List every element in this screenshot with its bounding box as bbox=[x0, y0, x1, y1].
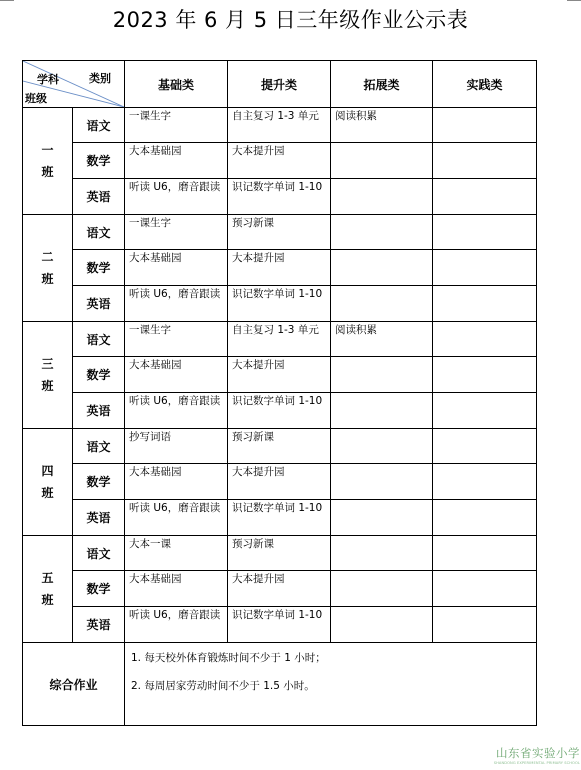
cell-practice bbox=[433, 108, 537, 143]
cell-practice bbox=[433, 393, 537, 429]
subject-cell: 数学 bbox=[73, 571, 125, 607]
cell-basic: 大本基础园 bbox=[125, 143, 228, 179]
cell-advanced: 大本提升园 bbox=[228, 250, 331, 286]
subject-cell: 数学 bbox=[73, 250, 125, 286]
table-row bbox=[23, 250, 537, 286]
corner-label-subject: 学科 bbox=[37, 73, 59, 86]
cell-basic: 大本基础园 bbox=[125, 464, 228, 500]
cell-extended bbox=[331, 607, 433, 643]
page-title: 2023 年 6 月 5 日三年级作业公示表 bbox=[112, 8, 469, 32]
cell-advanced: 大本提升园 bbox=[228, 357, 331, 393]
homework-table bbox=[22, 60, 537, 726]
subject-cell: 英语 bbox=[73, 607, 125, 643]
column-header-extended: 拓展类 bbox=[331, 61, 433, 108]
cell-basic: 大本基础园 bbox=[125, 250, 228, 286]
class-name-cell: 五 班 bbox=[23, 536, 73, 643]
cell-extended: 阅读积累 bbox=[331, 108, 433, 143]
cell-basic: 听读 U6，磨音跟读 bbox=[125, 607, 228, 643]
subject-cell: 语文 bbox=[73, 429, 125, 464]
cell-practice bbox=[433, 322, 537, 357]
cell-extended bbox=[331, 429, 433, 464]
cell-advanced: 大本提升园 bbox=[228, 464, 331, 500]
subject-cell: 语文 bbox=[73, 536, 125, 571]
cell-extended: 阅读积累 bbox=[331, 322, 433, 357]
cell-extended bbox=[331, 215, 433, 250]
table-row bbox=[23, 322, 537, 357]
cell-basic: 抄写词语 bbox=[125, 429, 228, 464]
cell-practice bbox=[433, 607, 537, 643]
subject-cell: 语文 bbox=[73, 215, 125, 250]
corner-label-category: 类别 bbox=[89, 72, 111, 85]
cell-advanced: 识记数字单词 1-10 bbox=[228, 607, 331, 643]
cell-practice bbox=[433, 571, 537, 607]
cell-basic: 听读 U6，磨音跟读 bbox=[125, 393, 228, 429]
table-row bbox=[23, 393, 537, 429]
cell-practice bbox=[433, 464, 537, 500]
school-logo-english: SHANDONG EXPERIMENTAL PRIMARY SCHOOL bbox=[493, 761, 580, 765]
subject-cell: 数学 bbox=[73, 357, 125, 393]
cell-advanced: 大本提升园 bbox=[228, 571, 331, 607]
column-header-advanced: 提升类 bbox=[228, 61, 331, 108]
subject-cell: 英语 bbox=[73, 393, 125, 429]
table-row bbox=[23, 108, 537, 143]
cell-extended bbox=[331, 500, 433, 536]
cell-extended bbox=[331, 571, 433, 607]
cell-advanced: 识记数字单词 1-10 bbox=[228, 286, 331, 322]
cell-extended bbox=[331, 179, 433, 215]
cell-advanced: 大本提升园 bbox=[228, 143, 331, 179]
cell-extended bbox=[331, 286, 433, 322]
cell-extended bbox=[331, 536, 433, 571]
cell-basic: 一课生字 bbox=[125, 215, 228, 250]
cell-practice bbox=[433, 357, 537, 393]
cell-extended bbox=[331, 393, 433, 429]
summary-label: 综合作业 bbox=[23, 643, 125, 726]
class-name-cell: 三 班 bbox=[23, 322, 73, 429]
table-row bbox=[23, 286, 537, 322]
corner-label-class: 班级 bbox=[25, 92, 47, 105]
table-row bbox=[23, 571, 537, 607]
cell-advanced: 自主复习 1-3 单元 bbox=[228, 108, 331, 143]
subject-cell: 数学 bbox=[73, 143, 125, 179]
table-row bbox=[23, 500, 537, 536]
cell-extended bbox=[331, 143, 433, 179]
summary-row bbox=[23, 643, 537, 726]
class-name-cell: 四 班 bbox=[23, 429, 73, 536]
subject-cell: 语文 bbox=[73, 322, 125, 357]
cell-extended bbox=[331, 250, 433, 286]
subject-cell: 英语 bbox=[73, 179, 125, 215]
table-row bbox=[23, 357, 537, 393]
cell-basic: 听读 U6，磨音跟读 bbox=[125, 500, 228, 536]
summary-item: 1. 每天校外体育锻炼时间不少于 1 小时； bbox=[131, 652, 326, 664]
school-logo-name: 山东省实验小学 bbox=[496, 746, 580, 760]
cell-extended bbox=[331, 357, 433, 393]
cell-practice bbox=[433, 536, 537, 571]
table-row bbox=[23, 143, 537, 179]
class-name-cell: 二 班 bbox=[23, 215, 73, 322]
summary-item: 2. 每周居家劳动时间不少于 1.5 小时。 bbox=[131, 680, 315, 692]
cell-practice bbox=[433, 500, 537, 536]
cell-basic: 大本基础园 bbox=[125, 357, 228, 393]
cell-advanced: 识记数字单词 1-10 bbox=[228, 500, 331, 536]
subject-cell: 语文 bbox=[73, 108, 125, 143]
corner-mark-right bbox=[567, 0, 581, 1]
cell-practice bbox=[433, 286, 537, 322]
corner-mark-left bbox=[0, 0, 14, 1]
column-header-practice: 实践类 bbox=[433, 61, 537, 108]
school-logo bbox=[490, 745, 580, 765]
class-name-cell: 一 班 bbox=[23, 108, 73, 215]
cell-basic: 大本一课 bbox=[125, 536, 228, 571]
subject-cell: 数学 bbox=[73, 464, 125, 500]
cell-extended bbox=[331, 464, 433, 500]
cell-practice bbox=[433, 179, 537, 215]
table-row bbox=[23, 536, 537, 571]
cell-basic: 听读 U6，磨音跟读 bbox=[125, 286, 228, 322]
cell-advanced: 预习新课 bbox=[228, 536, 331, 571]
cell-basic: 听读 U6，磨音跟读 bbox=[125, 179, 228, 215]
cell-basic: 一课生字 bbox=[125, 322, 228, 357]
cell-advanced: 识记数字单词 1-10 bbox=[228, 393, 331, 429]
table-body bbox=[23, 108, 537, 643]
subject-cell: 英语 bbox=[73, 286, 125, 322]
header-corner-cell bbox=[23, 61, 125, 108]
cell-basic: 大本基础园 bbox=[125, 571, 228, 607]
table-row bbox=[23, 607, 537, 643]
table-row bbox=[23, 215, 537, 250]
cell-advanced: 预习新课 bbox=[228, 215, 331, 250]
summary-content bbox=[125, 643, 537, 726]
cell-practice bbox=[433, 250, 537, 286]
table-row bbox=[23, 464, 537, 500]
column-header-basic: 基础类 bbox=[125, 61, 228, 108]
subject-cell: 英语 bbox=[73, 500, 125, 536]
cell-practice bbox=[433, 143, 537, 179]
header-row bbox=[23, 61, 537, 108]
cell-advanced: 识记数字单词 1-10 bbox=[228, 179, 331, 215]
cell-advanced: 预习新课 bbox=[228, 429, 331, 464]
cell-practice bbox=[433, 215, 537, 250]
cell-basic: 一课生字 bbox=[125, 108, 228, 143]
table-row bbox=[23, 429, 537, 464]
cell-practice bbox=[433, 429, 537, 464]
cell-advanced: 自主复习 1-3 单元 bbox=[228, 322, 331, 357]
table-row bbox=[23, 179, 537, 215]
